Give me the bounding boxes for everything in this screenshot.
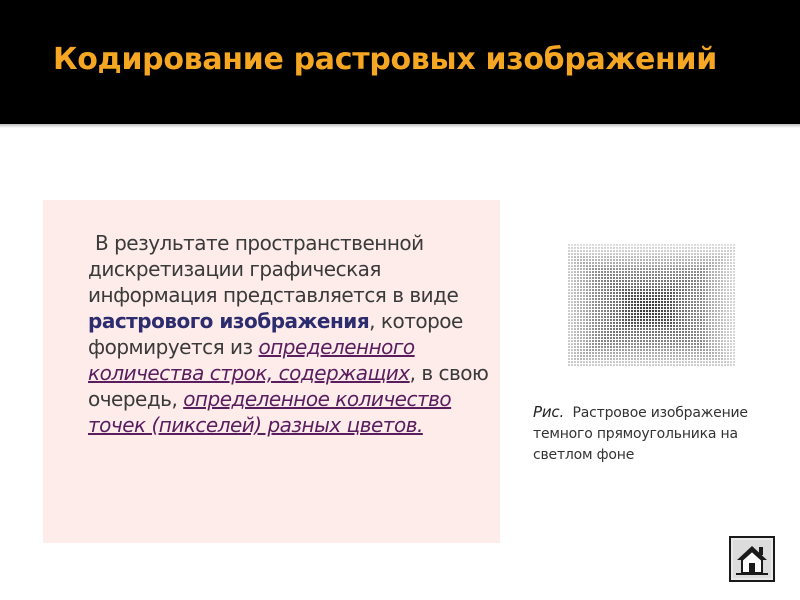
- body-intro: В результате пространственной дискретизации графическая информация представляется в виде: [88, 231, 459, 307]
- body-part2: , которое формируется из: [88, 309, 463, 359]
- caption-label: Рис.: [533, 403, 565, 421]
- header-divider: [0, 124, 800, 128]
- home-icon: [733, 540, 771, 578]
- link-pixels[interactable]: определенное количество точек (пикселей) разных цветов.: [88, 387, 452, 437]
- figure-caption: [533, 402, 783, 466]
- body-paragraph: [88, 230, 498, 438]
- slide-title: Кодирование растровых изображений: [53, 42, 717, 77]
- raster-image: [568, 244, 735, 368]
- caption-text: Растровое изображение темного прямоугольника на светлом фоне: [533, 405, 748, 463]
- body-part3: , в свою очередь,: [88, 361, 489, 411]
- slide-header: [0, 0, 800, 124]
- bold-term: растрового изображения: [88, 309, 370, 333]
- home-button[interactable]: [729, 536, 775, 582]
- link-rows[interactable]: определенного количества строк, содержащих: [88, 335, 415, 385]
